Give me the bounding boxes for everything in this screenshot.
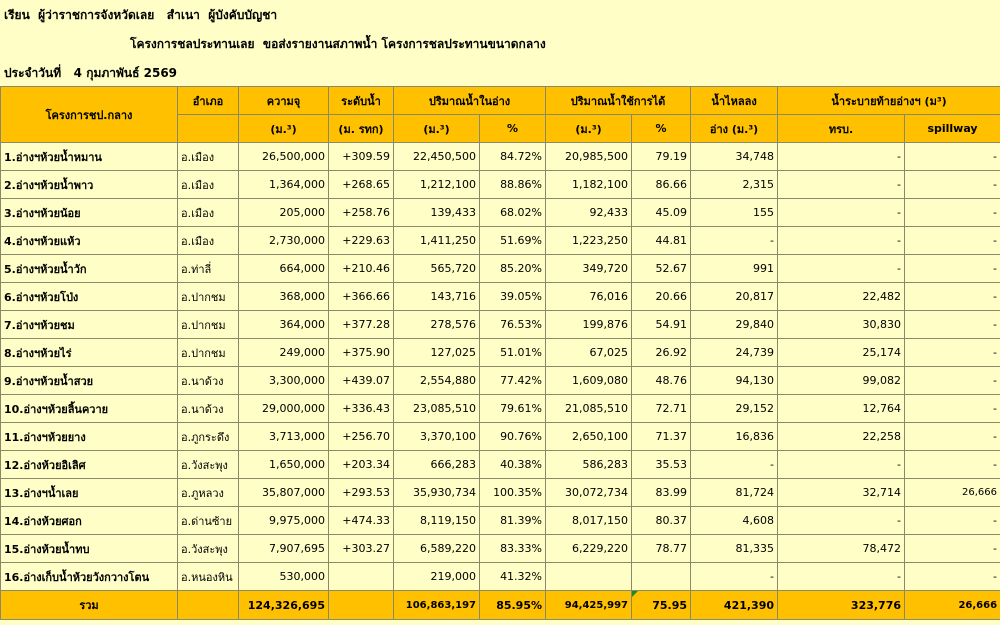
cell-outflow-spill: -: [905, 171, 1000, 199]
cell-capacity: 249,000: [239, 339, 329, 367]
cell-usable-pct: 48.76: [632, 367, 691, 395]
cell-inflow: 34,748: [691, 143, 778, 171]
col-storage-unit: (ม.³): [394, 115, 480, 143]
cell-outflow-rid: 22,258: [778, 423, 905, 451]
cell-capacity: 3,713,000: [239, 423, 329, 451]
cell-water-level: +366.66: [329, 283, 394, 311]
cell-usable-pct: 26.92: [632, 339, 691, 367]
cell-capacity: 35,807,000: [239, 479, 329, 507]
cell-usable: 76,016: [546, 283, 632, 311]
table-row: [1, 451, 1000, 479]
table-row: [1, 199, 1000, 227]
cell-usable: 1,609,080: [546, 367, 632, 395]
cell-capacity: 664,000: [239, 255, 329, 283]
cell-project-name: 10.อ่างฯห้วยลิ้นควาย: [1, 395, 178, 423]
col-storage: ปริมาณน้ำในอ่าง: [394, 87, 546, 115]
cell-outflow-spill: -: [905, 311, 1000, 339]
cell-usable-pct: 35.53: [632, 451, 691, 479]
cell-water-level: +375.90: [329, 339, 394, 367]
total-spill: 26,666: [905, 591, 1000, 620]
cell-district: อ.เมือง: [178, 171, 239, 199]
cell-storage-pct: 51.01%: [480, 339, 546, 367]
cell-water-level: +258.76: [329, 199, 394, 227]
cell-usable-pct: 83.99: [632, 479, 691, 507]
cell-usable-pct: 71.37: [632, 423, 691, 451]
cell-district: อ.ภูกระดึง: [178, 423, 239, 451]
total-storage: 106,863,197: [394, 591, 480, 620]
cell-capacity: 368,000: [239, 283, 329, 311]
cell-outflow-spill: -: [905, 395, 1000, 423]
cell-storage: 127,025: [394, 339, 480, 367]
cell-usable: 1,182,100: [546, 171, 632, 199]
cell-water-level: +377.28: [329, 311, 394, 339]
cell-district: อ.วังสะพุง: [178, 535, 239, 563]
cell-outflow-rid: 32,714: [778, 479, 905, 507]
table-row: [1, 563, 1000, 591]
cell-usable: 20,985,500: [546, 143, 632, 171]
cell-project-name: 6.อ่างฯห้วยโป่ง: [1, 283, 178, 311]
cell-usable: 349,720: [546, 255, 632, 283]
col-outflow-rid: ทรบ.: [778, 115, 905, 143]
cell-outflow-rid: -: [778, 255, 905, 283]
cell-storage-pct: 40.38%: [480, 451, 546, 479]
cell-inflow: -: [691, 451, 778, 479]
total-level-blank: [329, 591, 394, 620]
table-row: [1, 283, 1000, 311]
cell-project-name: 15.อ่างห้วยน้ำทบ: [1, 535, 178, 563]
cell-storage-pct: 41.32%: [480, 563, 546, 591]
cell-capacity: 9,975,000: [239, 507, 329, 535]
table-row: [1, 311, 1000, 339]
col-storage-pct: %: [480, 115, 546, 143]
cell-outflow-rid: -: [778, 507, 905, 535]
total-row: [1, 591, 1000, 620]
cell-storage-pct: 84.72%: [480, 143, 546, 171]
col-project: โครงการชป.กลาง: [1, 87, 178, 143]
total-usable: 94,425,997: [546, 591, 632, 620]
col-level-unit: (ม. รทก): [329, 115, 394, 143]
cell-inflow: 4,608: [691, 507, 778, 535]
cell-capacity: 29,000,000: [239, 395, 329, 423]
report-date: ประจำวันที่ 4 กุมภาพันธ์ 2569: [4, 66, 178, 80]
cell-capacity: 364,000: [239, 311, 329, 339]
table-row: [1, 227, 1000, 255]
cell-outflow-spill: -: [905, 199, 1000, 227]
cell-outflow-spill: -: [905, 367, 1000, 395]
cell-storage: 22,450,500: [394, 143, 480, 171]
cell-project-name: 13.อ่างฯน้ำเลย: [1, 479, 178, 507]
col-usable: ปริมาณน้ำใช้การได้: [546, 87, 691, 115]
cell-outflow-spill: -: [905, 423, 1000, 451]
col-district: อำเภอ: [178, 87, 239, 115]
cell-storage: 8,119,150: [394, 507, 480, 535]
cell-inflow: 20,817: [691, 283, 778, 311]
cell-inflow: -: [691, 563, 778, 591]
total-capacity: 124,326,695: [239, 591, 329, 620]
cell-outflow-rid: 99,082: [778, 367, 905, 395]
cell-outflow-rid: -: [778, 171, 905, 199]
cell-usable: 30,072,734: [546, 479, 632, 507]
cell-capacity: 3,300,000: [239, 367, 329, 395]
cell-inflow: 16,836: [691, 423, 778, 451]
cell-inflow: 155: [691, 199, 778, 227]
cell-usable: 21,085,510: [546, 395, 632, 423]
cell-outflow-rid: 22,482: [778, 283, 905, 311]
cell-storage: 565,720: [394, 255, 480, 283]
cell-project-name: 14.อ่างห้วยศอก: [1, 507, 178, 535]
cell-outflow-spill: -: [905, 255, 1000, 283]
table-row: [1, 143, 1000, 171]
col-usable-pct: %: [632, 115, 691, 143]
cell-district: อ.ภูหลวง: [178, 479, 239, 507]
total-district-blank: [178, 591, 239, 620]
cell-storage-pct: 68.02%: [480, 199, 546, 227]
cell-storage-pct: 76.53%: [480, 311, 546, 339]
table-row: [1, 171, 1000, 199]
cell-usable-pct: 44.81: [632, 227, 691, 255]
cell-storage-pct: 39.05%: [480, 283, 546, 311]
cell-district: อ.ด่านซ้าย: [178, 507, 239, 535]
cell-storage-pct: 90.76%: [480, 423, 546, 451]
cell-water-level: +336.43: [329, 395, 394, 423]
cell-outflow-spill: -: [905, 227, 1000, 255]
cell-water-level: +210.46: [329, 255, 394, 283]
cell-capacity: 1,650,000: [239, 451, 329, 479]
cell-project-name: 9.อ่างฯห้วยน้ำสวย: [1, 367, 178, 395]
cell-storage-pct: 88.86%: [480, 171, 546, 199]
cell-outflow-spill: -: [905, 339, 1000, 367]
col-level: ระดับน้ำ: [329, 87, 394, 115]
table-row: [1, 507, 1000, 535]
cell-usable-pct: 72.71: [632, 395, 691, 423]
cell-district: อ.ท่าลี่: [178, 255, 239, 283]
cell-usable: 586,283: [546, 451, 632, 479]
cell-storage: 23,085,510: [394, 395, 480, 423]
cell-storage-pct: 81.39%: [480, 507, 546, 535]
table-row: [1, 339, 1000, 367]
table-row: [1, 535, 1000, 563]
cell-outflow-rid: -: [778, 563, 905, 591]
cell-district: อ.หนองหิน: [178, 563, 239, 591]
cell-water-level: +256.70: [329, 423, 394, 451]
cell-storage: 666,283: [394, 451, 480, 479]
cell-water-level: +293.53: [329, 479, 394, 507]
cell-district: อ.เมือง: [178, 227, 239, 255]
cell-usable-pct: 20.66: [632, 283, 691, 311]
cell-inflow: 29,152: [691, 395, 778, 423]
table-row: [1, 395, 1000, 423]
cell-storage-pct: 100.35%: [480, 479, 546, 507]
col-capacity: ความจุ: [239, 87, 329, 115]
table-row: [1, 423, 1000, 451]
cell-capacity: 1,364,000: [239, 171, 329, 199]
cell-district: อ.ปากชม: [178, 311, 239, 339]
cell-project-name: 16.อ่างเก็บน้ำห้วยวังกวางโตน: [1, 563, 178, 591]
cell-outflow-spill: -: [905, 535, 1000, 563]
cell-outflow-rid: -: [778, 451, 905, 479]
cell-inflow: 2,315: [691, 171, 778, 199]
cell-district: อ.นาด้วง: [178, 395, 239, 423]
cell-usable-pct: [632, 563, 691, 591]
cell-usable: 6,229,220: [546, 535, 632, 563]
cell-project-name: 8.อ่างฯห้วยไร่: [1, 339, 178, 367]
cell-district: อ.ปากชม: [178, 339, 239, 367]
cell-capacity: 205,000: [239, 199, 329, 227]
cell-water-level: +268.65: [329, 171, 394, 199]
cell-storage-pct: 85.20%: [480, 255, 546, 283]
table-row: [1, 367, 1000, 395]
table-row: [1, 479, 1000, 507]
cell-usable: 2,650,100: [546, 423, 632, 451]
cell-outflow-rid: 12,764: [778, 395, 905, 423]
cell-usable: 67,025: [546, 339, 632, 367]
col-outflow: น้ำระบายท้ายอ่างฯ (ม³): [778, 87, 1000, 115]
cell-outflow-spill: -: [905, 563, 1000, 591]
total-usable-pct: 75.95: [632, 591, 691, 620]
cell-inflow: 81,724: [691, 479, 778, 507]
cell-inflow: 991: [691, 255, 778, 283]
cell-capacity: 26,500,000: [239, 143, 329, 171]
col-inflow-unit: อ่าง (ม.³): [691, 115, 778, 143]
cell-outflow-rid: 25,174: [778, 339, 905, 367]
cell-inflow: 81,335: [691, 535, 778, 563]
cell-storage: 3,370,100: [394, 423, 480, 451]
cell-project-name: 4.อ่างฯห้วยแห้ว: [1, 227, 178, 255]
cell-project-name: 7.อ่างฯห้วยชม: [1, 311, 178, 339]
cell-usable: 199,876: [546, 311, 632, 339]
cell-outflow-spill: -: [905, 143, 1000, 171]
cell-storage: 139,433: [394, 199, 480, 227]
cell-storage-pct: 83.33%: [480, 535, 546, 563]
cell-project-name: 12.อ่างห้วยอิเลิศ: [1, 451, 178, 479]
cell-outflow-rid: 78,472: [778, 535, 905, 563]
col-usable-unit: (ม.³): [546, 115, 632, 143]
cell-district: อ.ปากชม: [178, 283, 239, 311]
cell-storage: 219,000: [394, 563, 480, 591]
cell-storage: 1,411,250: [394, 227, 480, 255]
cell-outflow-rid: -: [778, 199, 905, 227]
cell-storage: 2,554,880: [394, 367, 480, 395]
cell-usable-pct: 79.19: [632, 143, 691, 171]
total-inflow: 421,390: [691, 591, 778, 620]
cell-usable: 8,017,150: [546, 507, 632, 535]
cell-water-level: +303.27: [329, 535, 394, 563]
cell-usable: 1,223,250: [546, 227, 632, 255]
cell-storage: 278,576: [394, 311, 480, 339]
cell-district: อ.เมือง: [178, 199, 239, 227]
cell-inflow: 29,840: [691, 311, 778, 339]
cell-storage: 6,589,220: [394, 535, 480, 563]
cell-inflow: 94,130: [691, 367, 778, 395]
cell-storage-pct: 51.69%: [480, 227, 546, 255]
header-row-1: [1, 87, 1000, 115]
cell-usable-pct: 86.66: [632, 171, 691, 199]
col-district-blank: [178, 115, 239, 143]
cell-project-name: 3.อ่างฯห้วยน้อย: [1, 199, 178, 227]
cell-water-level: +474.33: [329, 507, 394, 535]
table-row: [1, 255, 1000, 283]
cell-usable: [546, 563, 632, 591]
cell-storage-pct: 79.61%: [480, 395, 546, 423]
cell-water-level: +439.07: [329, 367, 394, 395]
total-label: รวม: [1, 591, 178, 620]
cell-project-name: 2.อ่างฯห้วยน้ำพาว: [1, 171, 178, 199]
water-report-table: [0, 86, 1000, 620]
cell-usable-pct: 54.91: [632, 311, 691, 339]
col-inflow: น้ำไหลลง: [691, 87, 778, 115]
cell-storage: 143,716: [394, 283, 480, 311]
cell-district: อ.วังสะพุง: [178, 451, 239, 479]
cell-outflow-spill: -: [905, 507, 1000, 535]
cell-water-level: +203.34: [329, 451, 394, 479]
cell-outflow-spill: 26,666: [905, 479, 1000, 507]
cell-capacity: 530,000: [239, 563, 329, 591]
cell-water-level: +309.59: [329, 143, 394, 171]
total-rid: 323,776: [778, 591, 905, 620]
cell-storage: 1,212,100: [394, 171, 480, 199]
col-capacity-unit: (ม.³): [239, 115, 329, 143]
cell-usable-pct: 52.67: [632, 255, 691, 283]
cell-usable-pct: 78.77: [632, 535, 691, 563]
cell-outflow-rid: -: [778, 143, 905, 171]
cell-usable-pct: 45.09: [632, 199, 691, 227]
cell-storage: 35,930,734: [394, 479, 480, 507]
cell-usable: 92,433: [546, 199, 632, 227]
cell-project-name: 5.อ่างฯห้วยน้ำวัก: [1, 255, 178, 283]
table-body: [1, 143, 1000, 591]
cell-capacity: 2,730,000: [239, 227, 329, 255]
report-title: โครงการชลประทานเลย ขอส่งรายงานสภาพน้ำ โครงการชลประทานขนาดกลาง: [130, 37, 546, 51]
cell-outflow-rid: 30,830: [778, 311, 905, 339]
cell-water-level: [329, 563, 394, 591]
cell-storage-pct: 77.42%: [480, 367, 546, 395]
cell-outflow-spill: -: [905, 451, 1000, 479]
cell-capacity: 7,907,695: [239, 535, 329, 563]
cell-project-name: 1.อ่างฯห้วยน้ำหมาน: [1, 143, 178, 171]
cell-usable-pct: 80.37: [632, 507, 691, 535]
cell-outflow-rid: -: [778, 227, 905, 255]
col-outflow-spill: spillway: [905, 115, 1000, 143]
cell-inflow: -: [691, 227, 778, 255]
recipient-line: เรียน ผู้ว่าราชการจังหวัดเลย สำเนา ผู้บังคับบัญชา: [4, 8, 278, 22]
total-storage-pct: 85.95%: [480, 591, 546, 620]
cell-project-name: 11.อ่างฯห้วยยาง: [1, 423, 178, 451]
cell-district: อ.นาด้วง: [178, 367, 239, 395]
cell-district: อ.เมือง: [178, 143, 239, 171]
cell-water-level: +229.63: [329, 227, 394, 255]
cell-outflow-spill: -: [905, 283, 1000, 311]
cell-inflow: 24,739: [691, 339, 778, 367]
